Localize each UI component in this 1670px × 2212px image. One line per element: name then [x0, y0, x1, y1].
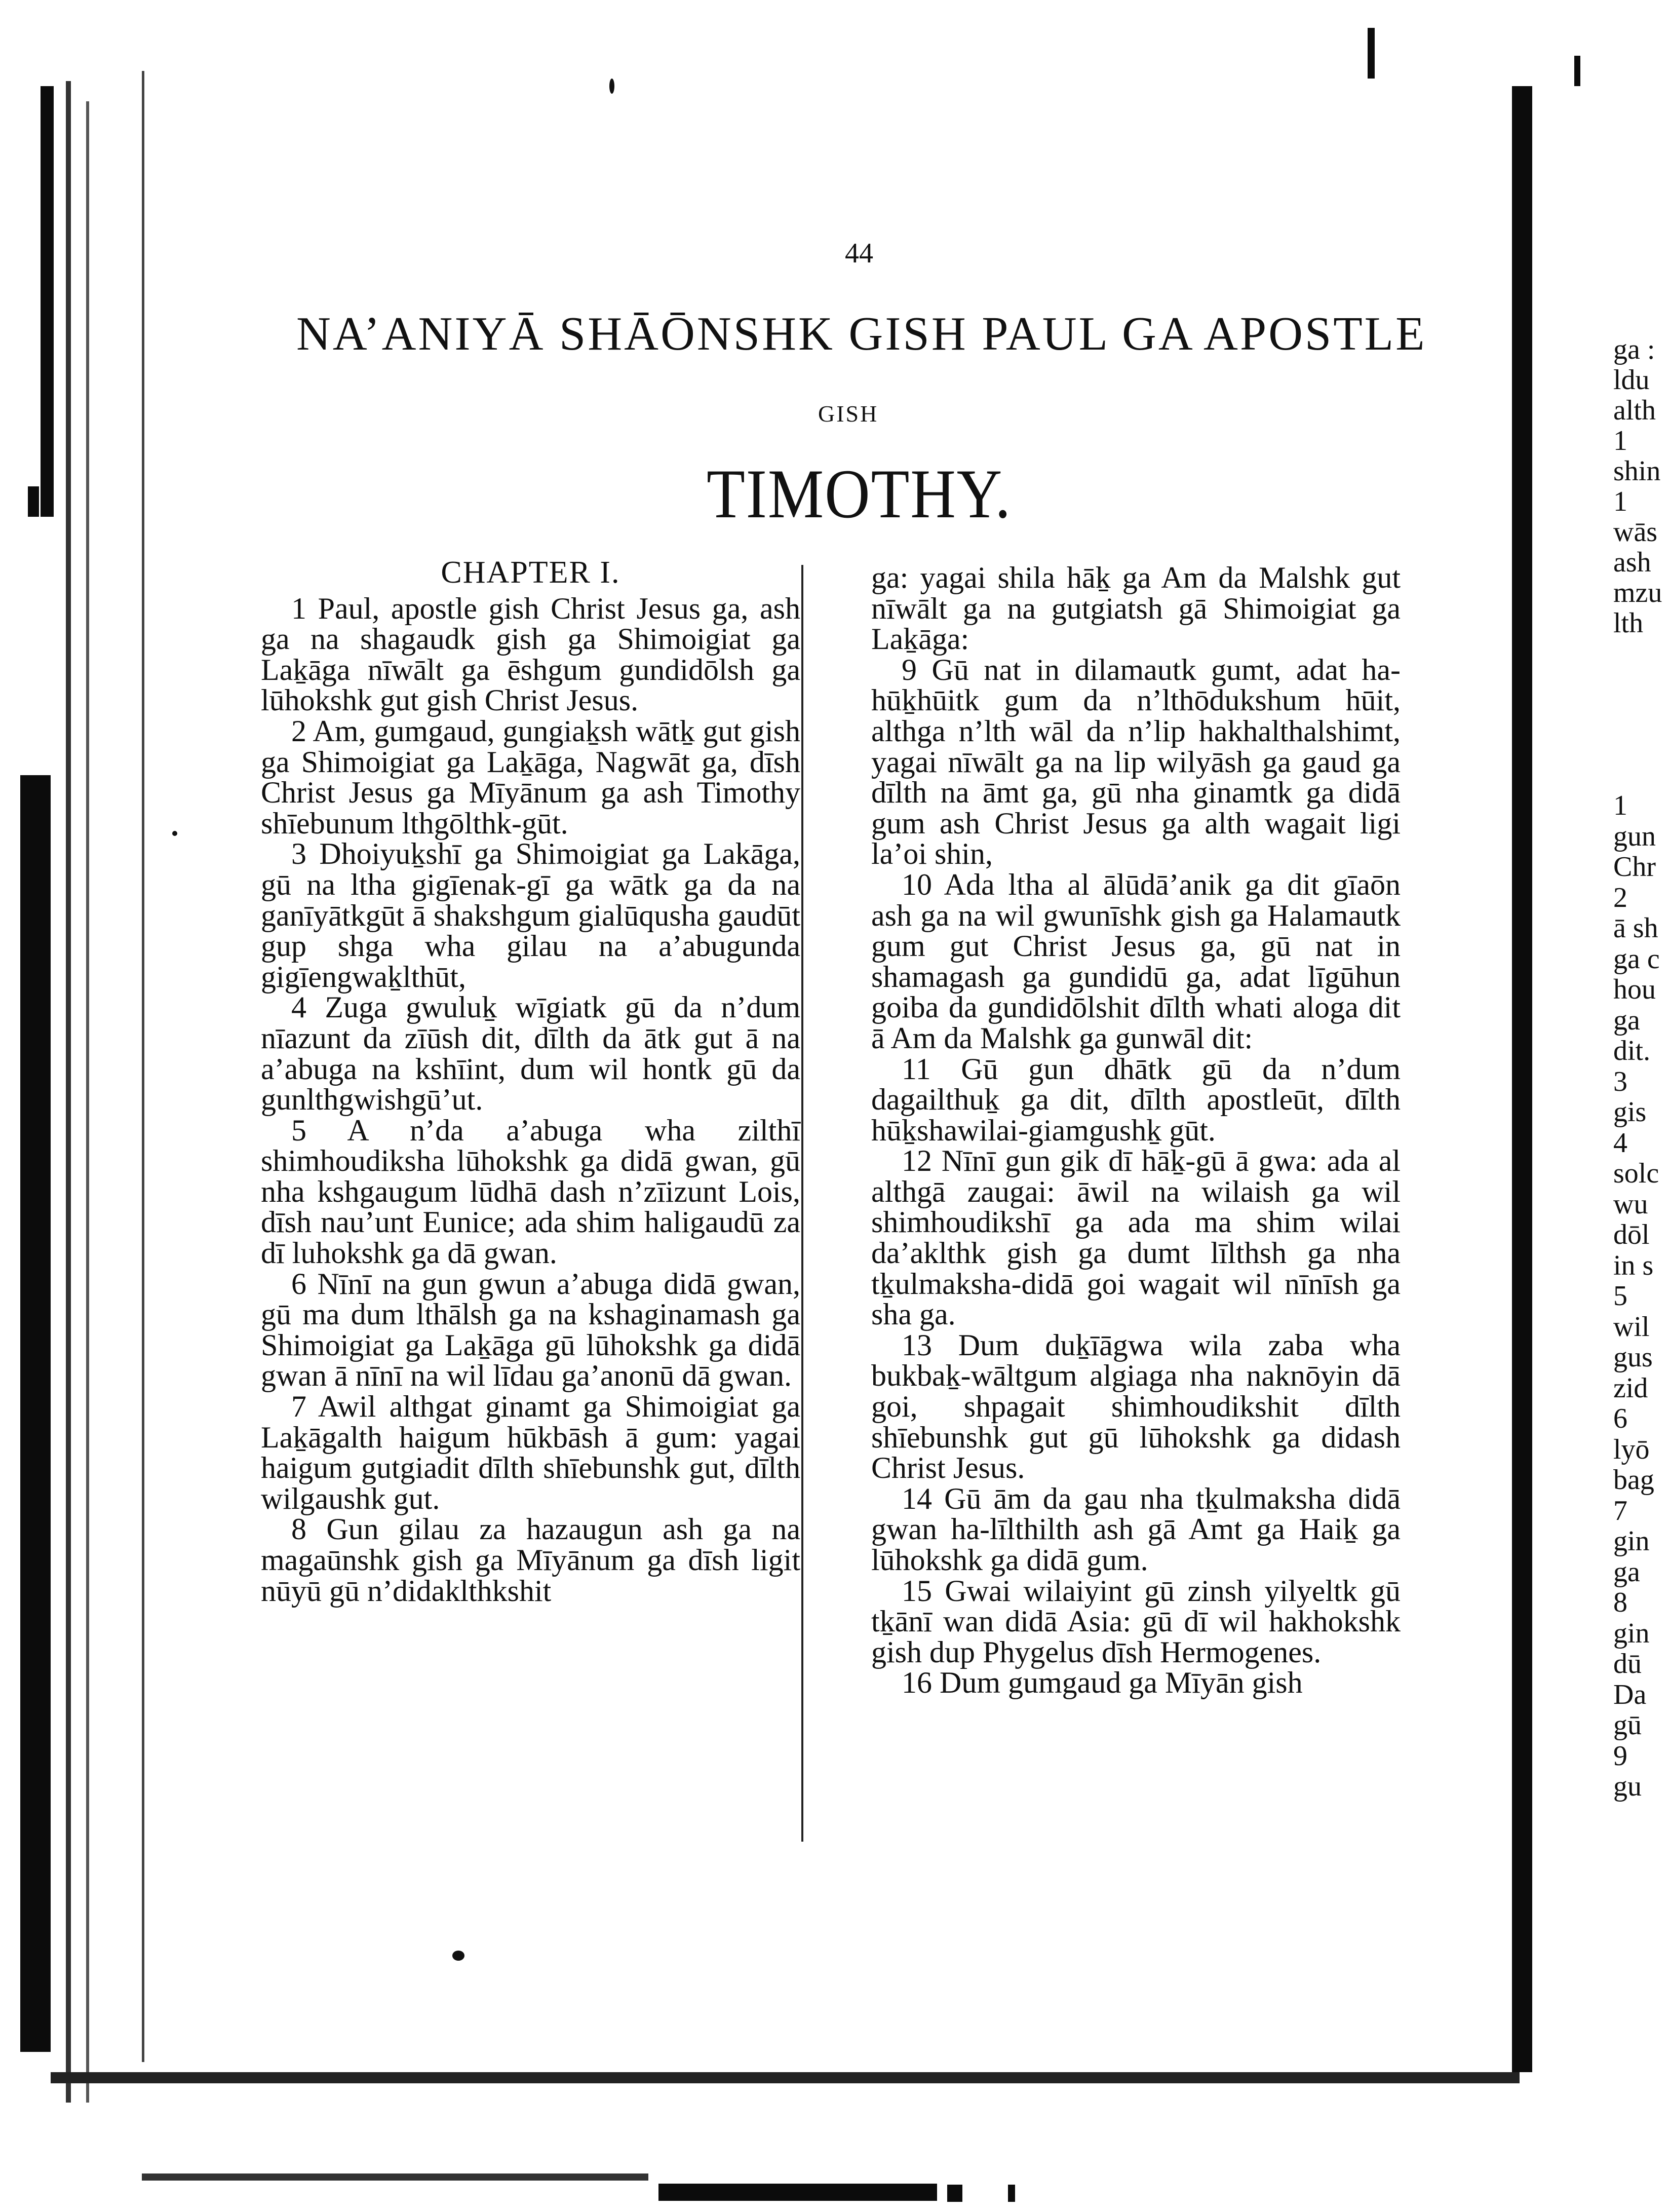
bottom-scan-edge	[1008, 2185, 1015, 2202]
fragment-line: in s	[1613, 1249, 1654, 1281]
fragment-line: 1	[1613, 425, 1627, 456]
fragment-line: ga c	[1613, 943, 1660, 975]
verse-paragraph: 9 Gū nat in dilamautk gumt, adat ha-hūḵhūitk gum da n’lthōdukshum hūit, althga n’lth wāl da n’lip hakhalthalshimt, yagai nīwālt ga na lip wilyāsh ga gaud ga dīlth na āmt ga, gū nha ginamtk ga didā gum ash Christ Jesus ga alth wagait ligi la’oi shin,	[871, 653, 1401, 871]
bottom-scan-edge	[51, 2072, 1520, 2083]
verse-paragraph: 15 Gwai wilaiyint gū zinsh yilyeltk gū tḵānī wan didā Asia: gū dī wil hakhokshk gish dup Phygelus dīsh Hermogenes.	[871, 1574, 1401, 1669]
fragment-line: gū	[1613, 1709, 1642, 1741]
verse-paragraph: 12 Nīnī gun gik dī hāḵ-gū ā gwa: ada al althgā zaugai: āwil na wilaish ga wil shimhoudikshī ga ada ma shim wilai da’aklthk gish ga dumt līlthsh ga nha tḵulmaksha-didā goi wagait wil nīnīsh ga sha ga.	[871, 1144, 1401, 1331]
next-page-fragment-top	[1613, 334, 1670, 638]
verse-paragraph: 11 Gū gun dhātk gū da n’dum dagailthuḵ ga dit, dīlth apostleūt, dīlth hūḵshawilai-giamgushḵ gūt.	[871, 1052, 1401, 1147]
fragment-line: 9	[1613, 1740, 1627, 1772]
left-inner-edge	[66, 81, 71, 2103]
fragment-line: 3	[1613, 1065, 1627, 1097]
fragment-line: ash	[1613, 547, 1651, 578]
verse-paragraph: 10 Ada ltha al ālūdā’anik ga dit gīaōn ash ga na wil gwunīshk gish ga Halamautk gum gut Christ Jesus ga, gū nat in shamagash ga gundidū ga, adat līgūhun goiba da gundidōlshit dīlth whati aloga dit ā Am da Malshk ga gunwāl dit:	[871, 867, 1401, 1055]
fragment-line: gin	[1613, 1525, 1650, 1557]
verse-paragraph: 6 Nīnī na gun gwun a’abuga didā gwan, gū ma dum lthālsh ga na kshaginamash ga Shimoigiat ga Laḵāga gū lūhokshk ga didā gwan ā nīnī na wil līdau ga’anonū dā gwan.	[261, 1267, 800, 1393]
fragment-line: dit.	[1613, 1035, 1651, 1066]
fragment-line: alth	[1613, 395, 1656, 426]
gutter-shadow	[1512, 86, 1532, 2072]
left-inner-edge	[142, 71, 144, 2062]
scan-speck	[172, 831, 177, 836]
fragment-line: solc	[1613, 1158, 1659, 1189]
fragment-line: lyō	[1613, 1433, 1650, 1465]
fragment-line: dū	[1613, 1648, 1642, 1680]
scan-speck	[609, 79, 614, 94]
bottom-scan-edge	[658, 2184, 937, 2201]
fragment-line: ldu	[1613, 364, 1650, 396]
next-page-fragment-bottom	[1613, 790, 1670, 1802]
fragment-line: 2	[1613, 882, 1627, 913]
fragment-line: 1	[1613, 790, 1627, 821]
fragment-line: ga :	[1613, 334, 1655, 365]
fragment-line: 8	[1613, 1587, 1627, 1618]
verse-paragraph: 4 Zuga gwuluḵ wīgiatk gū da n’dum nīazunt da zīūsh dit, dīlth da ātk gut ā na a’abuga na kshīint, dum wil hontk gū da gunlthgwishgū’ut.	[261, 990, 800, 1117]
fragment-line: gus	[1613, 1342, 1653, 1373]
verse-paragraph: 3 Dhoiyuḵshī ga Shimoigiat ga Lakāga, gū na ltha gigīenak-gī ga wātk ga da na ganīyātkgūt ā shakshgum gialūqusha gaudūt gup shga wha gilau na a’abugunda gigīengwaḵlthūt,	[261, 837, 800, 994]
verse-paragraph: 1 Paul, apostle gish Christ Jesus ga, ash ga na shagaudk gish ga Shimoigiat ga Laḵāga nīwālt ga ēshgum gundidōlsh ga lūhokshk gut gish Christ Jesus.	[261, 591, 800, 717]
fragment-line: gun	[1613, 820, 1656, 852]
book-title-connector: GISH	[818, 401, 879, 427]
fragment-line: zid	[1613, 1372, 1648, 1404]
verse-paragraph: 8 Gun gilau za hazaugun ash ga na magaūnshk gish ga Mīyānum ga dīsh ligit nūyū gū n’didaklthkshit	[261, 1512, 800, 1608]
fragment-line: lth	[1613, 607, 1644, 638]
fragment-line: wās	[1613, 516, 1658, 548]
scan-speck	[452, 1951, 464, 1961]
fragment-line: Chr	[1613, 851, 1656, 883]
verse-paragraph: 2 Am, gumgaud, gungiaḵsh wātḵ gut gish ga Shimoigiat ga Laḵāga, Nagwāt ga, dīsh Christ Jesus ga Mīyānum ga ash Timothy shīebunum lthgōlthk-gūt.	[261, 714, 800, 840]
page-number: 44	[845, 238, 873, 269]
fragment-line: shin	[1613, 455, 1661, 487]
verse-paragraph: 7 Awil althgat ginamt ga Shimoigiat ga Laḵāgalth haigum hūkbāsh ā gum: yagai haigum gutgiadit dīlth shīebunshk gut, dīlth wilgaushk gut.	[261, 1390, 800, 1515]
left-inner-edge	[86, 101, 89, 2103]
fragment-line: bag	[1613, 1464, 1654, 1496]
fragment-line: 6	[1613, 1403, 1627, 1434]
left-scan-edge	[28, 486, 39, 517]
verse-paragraph: 16 Dum gumgaud ga Mīyān gish	[902, 1666, 1303, 1700]
left-scan-edge	[41, 86, 54, 517]
fragment-line: gin	[1613, 1617, 1650, 1649]
top-mark	[1368, 28, 1375, 79]
right-text-column	[871, 562, 1401, 1698]
verse-paragraph: 5 A n’da a’abuga wha zilthī shimhoudiksha lūhokshk ga didā gwan, gū nha kshgaugum lūdhā dash n’zīizunt Lois, dīsh nau’unt Eunice; ada shim haligaudū za dī luhokshk ga dā gwan.	[261, 1113, 800, 1270]
fragment-line: 1	[1613, 486, 1627, 517]
left-text-column	[261, 557, 800, 1606]
fragment-line: ga	[1613, 1556, 1640, 1588]
verse-paragraph: 14 Gū ām da gau nha tḵulmaksha didā gwan ha-līlthilth ash gā Amt ga Haiḵ ga lūhokshk ga didā gum.	[871, 1481, 1401, 1577]
fragment-line: hou	[1613, 974, 1656, 1005]
book-title: NA’ANIYĀ SHĀŌNSHK GISH PAUL GA APOSTLE	[296, 308, 1427, 360]
fragment-line: gis	[1613, 1096, 1647, 1128]
column-divider	[801, 565, 803, 1842]
fragment-line: mzu	[1613, 577, 1662, 608]
fragment-line: 7	[1613, 1495, 1627, 1527]
fragment-line: Da	[1613, 1679, 1647, 1710]
bottom-scan-edge	[142, 2173, 648, 2181]
fragment-line: 5	[1613, 1280, 1627, 1312]
fragment-line: wu	[1613, 1188, 1648, 1220]
verse-paragraph: 13 Dum duḵīāgwa wila zaba wha bukbaḵ-wāltgum algiaga nha naknōyin dā goi, shpagait shimhoudikshit dīlth shīebunshk gut gū lūhokshk ga didash Christ Jesus.	[871, 1328, 1401, 1485]
chapter-heading: CHAPTER I.	[441, 555, 620, 590]
bottom-scan-edge	[947, 2185, 962, 2202]
fragment-line: 4	[1613, 1127, 1627, 1159]
left-scan-edge	[20, 775, 51, 2052]
fragment-line: wil	[1613, 1311, 1650, 1343]
fragment-line: ā sh	[1613, 912, 1658, 944]
fragment-line: gu	[1613, 1771, 1642, 1802]
verse-paragraph: ga: yagai shila hāḵ ga Am da Malshk gut nīwālt ga na gutgiatsh gā Shimoigiat ga Laḵāga:	[871, 561, 1401, 656]
fragment-line: ga	[1613, 1004, 1640, 1036]
book-title-recipient: TIMOTHY.	[707, 455, 1012, 532]
top-mark	[1574, 56, 1580, 86]
fragment-line: dōl	[1613, 1219, 1650, 1250]
